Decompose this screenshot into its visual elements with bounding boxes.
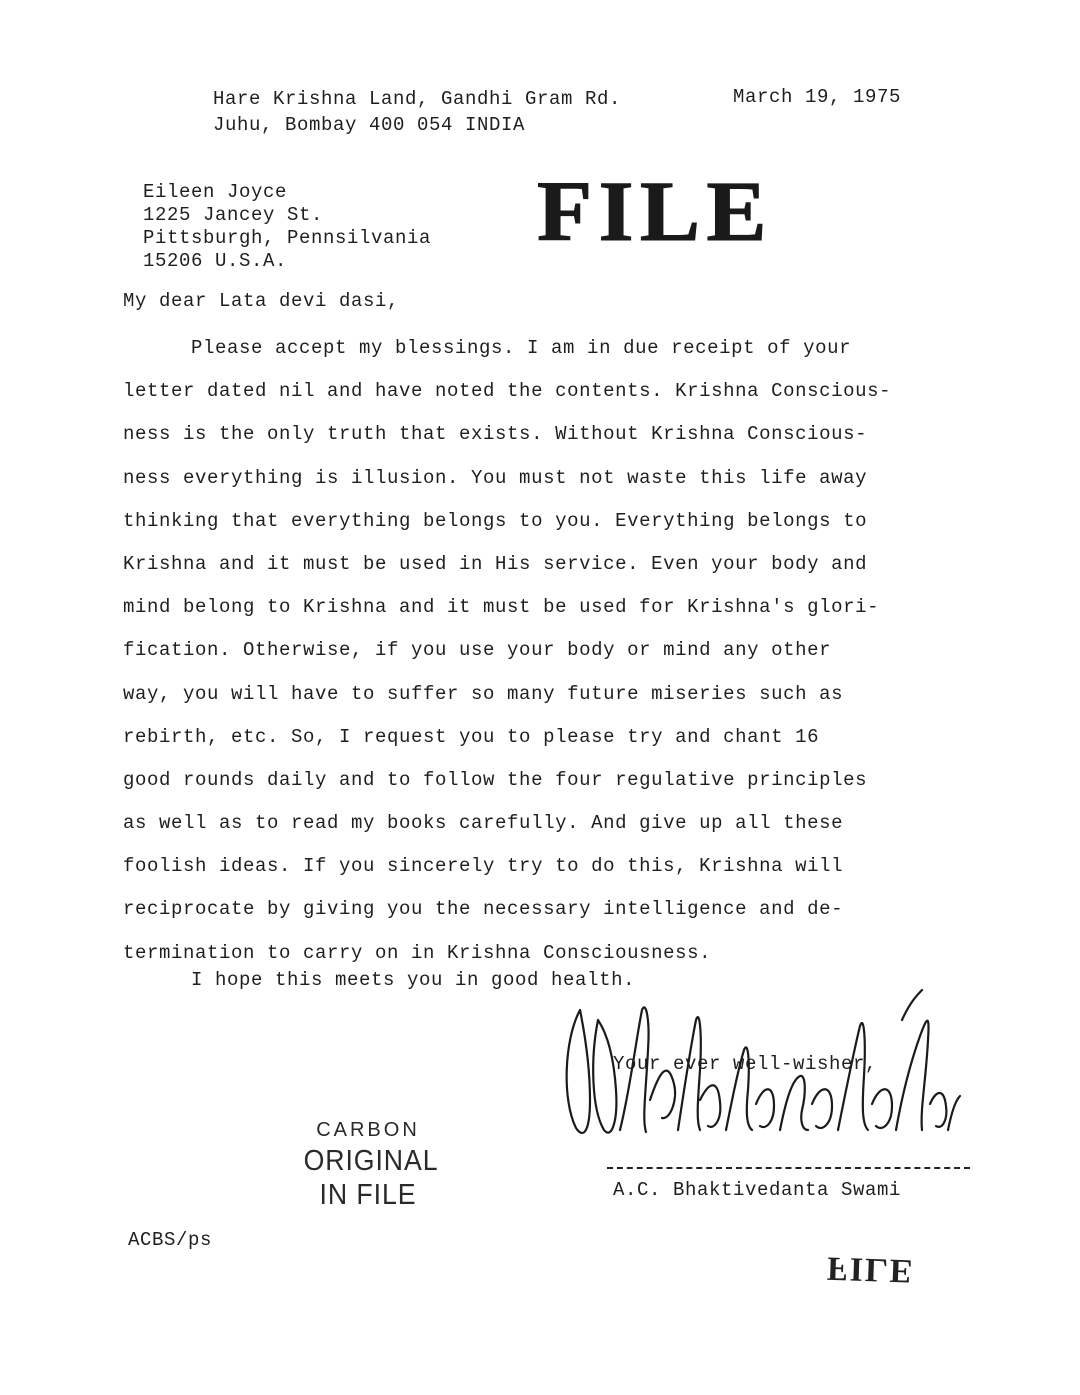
valediction: Your ever well-wisher,: [613, 1053, 878, 1075]
reference-initials: ACBS/ps: [128, 1229, 213, 1251]
body-line: ness is the only truth that exists. Without Krishna Conscious-: [123, 423, 868, 446]
body-line: foolish ideas. If you sincerely try to do this, Krishna will: [123, 855, 844, 878]
sender-address-line-2: Juhu, Bombay 400 054 INDIA: [213, 114, 526, 136]
handwritten-signature: [550, 980, 970, 1160]
sender-address: [213, 86, 621, 138]
file-stamp: [537, 163, 773, 259]
letter-date: March 19, 1975: [733, 86, 902, 108]
signer-name: A.C. Bhaktivedanta Swami: [613, 1179, 902, 1201]
body-line: reciprocate by giving you the necessary intelligence and de-: [123, 898, 844, 921]
salutation: My dear Lata devi dasi,: [123, 290, 400, 312]
recipient-address: [143, 181, 431, 273]
recipient-city: Pittsburgh, Pennsilvania: [143, 227, 432, 249]
body-line: rebirth, etc. So, I request you to please try and chant 16: [123, 725, 820, 748]
body-line: mind belong to Krishna and it must be used for Krishna's glori-: [123, 596, 880, 619]
carbon-stamp-line-3: IN FILE: [319, 1179, 417, 1211]
body-line: good rounds daily and to follow the four regulative principles: [123, 768, 868, 791]
body-line: as well as to read my books carefully. And give up all these: [123, 812, 844, 835]
closing-line: I hope this meets you in good health.: [191, 969, 636, 991]
recipient-name: Eileen Joyce: [143, 181, 288, 203]
file-stamp-small: FILE: [826, 1249, 915, 1290]
body-line: ness everything is illusion. You must not waste this life away: [123, 466, 868, 489]
recipient-postal: 15206 U.S.A.: [143, 250, 288, 272]
carbon-stamp-line-2: ORIGINAL: [303, 1145, 439, 1177]
body-line: thinking that everything belongs to you. Everything belongs to: [123, 509, 868, 532]
body-line: termination to carry on in Krishna Consciousness.: [123, 941, 712, 964]
letter-body: [123, 327, 973, 975]
carbon-stamp-line-1: CARBON: [316, 1119, 420, 1141]
file-stamp-text: FILE: [537, 163, 773, 259]
body-line: Krishna and it must be used in His service. Even your body and: [123, 552, 868, 575]
carbon-original-stamp: [298, 1116, 438, 1212]
body-line: letter dated nil and have noted the contents. Krishna Conscious-: [123, 380, 892, 403]
body-line: way, you will have to suffer so many future miseries such as: [123, 682, 844, 705]
signature-line: [607, 1167, 970, 1169]
sender-address-line-1: Hare Krishna Land, Gandhi Gram Rd.: [213, 88, 622, 110]
body-line: fication. Otherwise, if you use your body or mind any other: [123, 639, 832, 662]
body-line: Please accept my blessings. I am in due receipt of your: [191, 337, 852, 359]
recipient-street: 1225 Jancey St.: [143, 204, 324, 226]
